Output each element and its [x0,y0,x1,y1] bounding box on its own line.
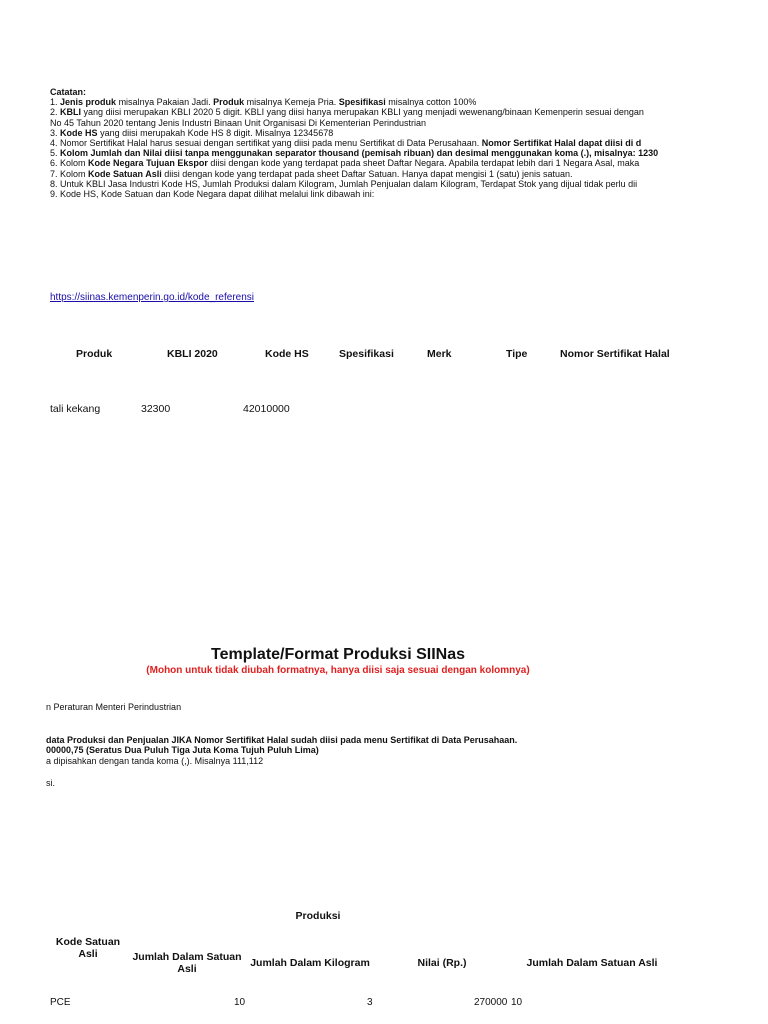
header-jumlah-satuan-asli: Jumlah Dalam Satuan Asli [132,951,242,975]
note-line-9: 9. Kode HS, Kode Satuan dan Kode Negara dapat dilihat melalui link dibawah ini: [50,189,375,200]
note-line-3: 3. Kode HS yang diisi merupakah Kode HS 8 digit. Misalnya 12345678 [50,127,334,138]
header-nilai-rp: Nilai (Rp.) [417,957,467,969]
note-line-2: 2. KBLI yang diisi merupakan KBLI 2020 5 digit. KBLI yang diisi hanya merupakan KBLI yang menjadi wewenang/binaan Kemenperin sesuai dengan [50,107,644,118]
page-title: Template/Format Produksi SIINas [211,646,465,663]
header-nomor-sertifikat-halal: Nomor Sertifikat Halal [560,348,670,360]
header-produk: Produk [76,348,113,360]
cell-kode-hs[interactable]: 42010000 [243,403,290,415]
header-tipe: Tipe [506,348,528,360]
header-merk: Merk [427,348,452,360]
header-jumlah-kilogram: Jumlah Dalam Kilogram [250,957,370,969]
note-line-8: 8. Untuk KBLI Jasa Industri Kode HS, Jumlah Produksi dalam Kilogram, Jumlah Penjualan dalam Kilogram, Terdapat Stok yang dijual tidak perlu dii [50,178,638,189]
note-line-6: 6. Kolom Kode Negara Tujuan Ekspor diisi dengan kode yang terdapat pada sheet Daftar Negara. Apabila terdapat lebih dari 1 Negara Asal, maka [50,158,640,169]
note-continuation-1: n Peraturan Menteri Perindustrian [46,702,182,712]
note-continuation-3: 00000,75 (Seratus Dua Puluh Tiga Juta Koma Tujuh Puluh Lima) [46,745,319,755]
note-continuation-5: si. [46,778,55,788]
note-line-5: 5. Kolom Jumlah dan Nilai diisi tanpa menggunakan separator thousand (pemisah ribuan) dan desimal menggunakan koma (.), misalnya: 1230 [50,148,659,159]
header-kode-satuan-asli: Kode Satuan Asli [55,936,121,960]
cell-jumlah-kilogram[interactable]: 3 [367,997,373,1008]
note-continuation-2: data Produksi dan Penjualan JIKA Nomor Sertifikat Halal sudah diisi pada menu Sertifikat di Data Perusahaan. [46,735,518,745]
note-line-2-cont: No 45 Tahun 2020 tentang Jenis Industri Binaan Unit Organisasi Di Kementerian Perindustrian [50,117,427,128]
header-kbli-2020: KBLI 2020 [167,348,218,360]
header-jumlah-satuan-asli-2: Jumlah Dalam Satuan Asli [526,957,658,969]
header-produksi-group: Produksi [295,910,341,922]
page-subtitle: (Mohon untuk tidak diubah formatnya, hanya diisi saja sesuai dengan kolomnya) [146,665,530,676]
cell-jumlah-satuan-asli-2[interactable]: 10 [511,997,523,1008]
notes-heading: Catatan: [50,87,87,97]
note-line-4: 4. Nomor Sertifikat Halal harus sesuai dengan sertifikat yang diisi pada menu Sertifikat di Data Perusahaan. Nomor Sertifikat Halal dapat diisi di d [50,138,642,149]
notes-block [50,87,676,199]
reference-link[interactable]: https://siinas.kemenperin.go.id/kode_referensi [50,292,255,303]
header-spesifikasi: Spesifikasi [339,348,394,360]
cell-produk[interactable]: tali kekang [50,403,101,415]
note-continuation-4: a dipisahkan dengan tanda koma (,). Misalnya 111,112 [46,756,264,766]
note-line-1: 1. Jenis produk misalnya Pakaian Jadi. Produk misalnya Kemeja Pria. Spesifikasi misalnya cotton 100% [50,97,477,108]
cell-nilai[interactable]: 270000 [474,997,508,1008]
header-kode-hs: Kode HS [265,348,309,360]
cell-jumlah-satuan-asli[interactable]: 10 [234,997,246,1008]
cell-kode-satuan[interactable]: PCE [50,997,71,1008]
note-line-7: 7. Kolom Kode Satuan Asli diisi dengan kode yang terdapat pada sheet Daftar Satuan. Hanya dapat mengisi 1 (satu) jenis satuan. [50,168,573,179]
cell-kbli[interactable]: 32300 [141,403,171,415]
